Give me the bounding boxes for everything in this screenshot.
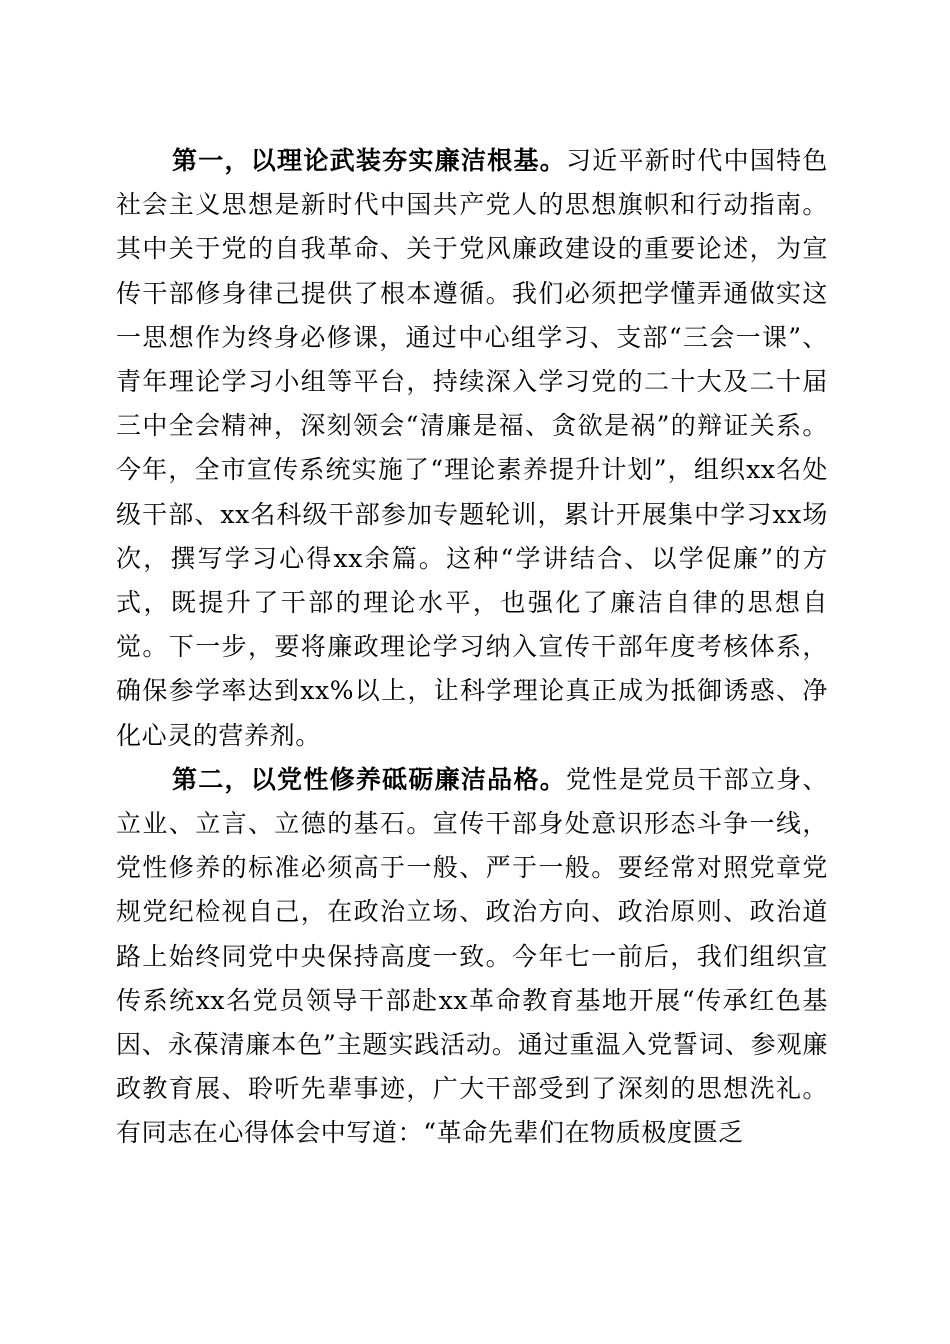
paragraph-2-heading: 第二，以党性修养砥砺廉洁品格。 <box>172 764 566 794</box>
paragraph-1 <box>116 139 828 758</box>
paragraph-1-text: 习近平新时代中国特色社会主义思想是新时代中国共产党人的思想旗帜和行动指南。其中关于党的自我革命、关于党风廉政建设的重要论述，为宣传干部修身律己提供了根本遵循。我们必须把学懂弄通做实这一思想作为终身必修课，通过中心组学习、支部“三会一课”、青年理论学习小组等平台，持续深入学习党的二十大及二十届三中全会精神，深刻领会“清廉是福、贪欲是祸”的辩证关系。今年，全市宣传系统实施了“理论素养提升计划”，组织xx名处级干部、xx名科级干部参加专题轮训，累计开展集中学习xx场次，撰写学习心得xx余篇。这种“学讲结合、以学促廉”的方式，既提升了干部的理论水平，也强化了廉洁自律的思想自觉。下一步，要将廉政理论学习纳入宣传干部年度考核体系，确保参学率达到xx%以上，让科学理论真正成为抵御诱惑、净化心灵的营养剂。 <box>116 146 828 750</box>
paragraph-1-heading: 第一，以理论武装夯实廉洁根基。 <box>172 146 566 175</box>
document-body <box>116 139 828 1156</box>
paragraph-2-text: 党性是党员干部立身、立业、立言、立德的基石。宣传干部身处意识形态斗争一线，党性修养的标准必须高于一般、严于一般。要经常对照党章党规党纪检视自己，在政治立场、政治方向、政治原则、政治道路上始终同党中央保持高度一致。今年七一前后，我们组织宣传系统xx名党员领导干部赴xx革命教育基地开展“传承红色基因、永葆清廉本色”主题实践活动。通过重温入党誓词、参观廉政教育展、聆听先辈事迹，广大干部受到了深刻的思想洗礼。有同志在心得体会中写道：“革命先辈们在物质极度匮乏 <box>116 764 828 1148</box>
paragraph-2 <box>116 758 828 1156</box>
